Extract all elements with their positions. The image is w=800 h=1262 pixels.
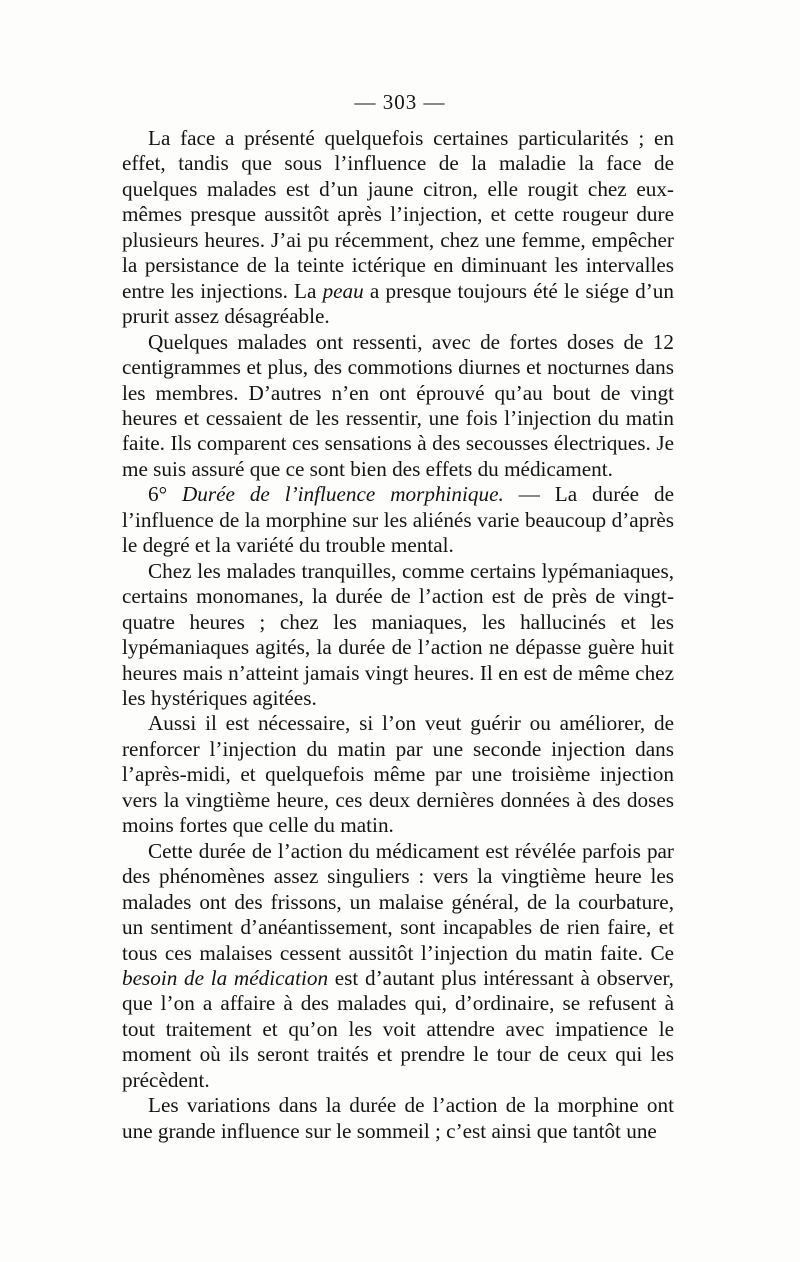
paragraph-4 <box>122 559 674 712</box>
text-run: La face a présenté quelquefois certaines particularités ; en effet, tandis que sous l’influence de la maladie la face de quelques malades est d’un jaune citron, elle rougit chez eux-mêmes presque aussitôt après l’injection, et cette rougeur dure plusieurs heures. J’ai pu récemment, chez une femme, empêcher la persistance de la teinte ictérique en diminuant les intervalles entre les injections. La <box>122 126 674 303</box>
body-text <box>122 126 674 1144</box>
text-run: Chez les malades tranquilles, comme certains lypémaniaques, certains monomanes, la durée de l’action est de près de vingt-quatre heures ; chez les maniaques, les hallucinés et les lypémaniaques agités, la durée de l’action ne dépasse guère huit heures mais n’atteint jamais vingt heures. Il en est de même chez les hystériques agitées. <box>122 558 674 710</box>
text-run: Les variations dans la durée de l’action de la morphine ont une grande influence sur le sommeil ; c’est ainsi que tantôt une <box>122 1093 674 1143</box>
text-run: 6° <box>148 482 182 507</box>
paragraph-2 <box>122 330 674 483</box>
italic-run: Durée de l’influence morphinique. <box>181 482 504 507</box>
text-run: a presque toujours été le siége d’un prurit assez désagréable. <box>122 278 674 329</box>
paragraph-3 <box>122 482 674 558</box>
text-run: Cette durée de l’action du médicament est révélée parfois par des phénomènes assez singuliers : vers la vingtième heure les malades ont des frissons, un malaise général, de la courbature, un sentiment d’anéantissement, sont incapables de rien faire, et tous ces malaises cessent aussitôt l’injection du matin faite. Ce <box>122 838 674 965</box>
text-run: — La durée de l’influence de la morphine sur les aliénés varie beaucoup d’après le degré et la variété du trouble mental. <box>122 482 674 558</box>
paragraph-1 <box>122 126 674 330</box>
text-run: est d’autant plus intéressant à observer, que l’on a affaire à des malades qui, d’ordinaire, se refusent à tout traitement et qu’on les voit attendre avec impatience le moment où ils seront traités et prendre le tour de ceux qui les précèdent. <box>122 965 674 1092</box>
page-number: — 303 — <box>354 90 446 114</box>
italic-run: besoin de la médication <box>122 965 329 990</box>
paragraph-7 <box>122 1093 674 1144</box>
italic-run: peau <box>322 278 364 303</box>
text-run: Aussi il est nécessaire, si l’on veut guérir ou améliorer, de renforcer l’injection du matin par une seconde injection dans l’après-midi, et quelquefois même par une troisième injection vers la vingtième heure, ces deux dernières données à des doses moins fortes que celle du matin. <box>122 711 674 838</box>
text-run: Quelques malades ont ressenti, avec de fortes doses de 12 centigrammes et plus, des commotions diurnes et nocturnes dans les membres. D’autres n’en ont éprouvé qu’au bout de vingt heures et cessaient de les ressentir, une fois l’injection du matin faite. Ils comparent ces sensations à des secousses électriques. Je me suis assuré que ce sont bien des effets du médicament. <box>122 329 674 481</box>
paragraph-6 <box>122 839 674 1094</box>
paragraph-5 <box>122 711 674 838</box>
